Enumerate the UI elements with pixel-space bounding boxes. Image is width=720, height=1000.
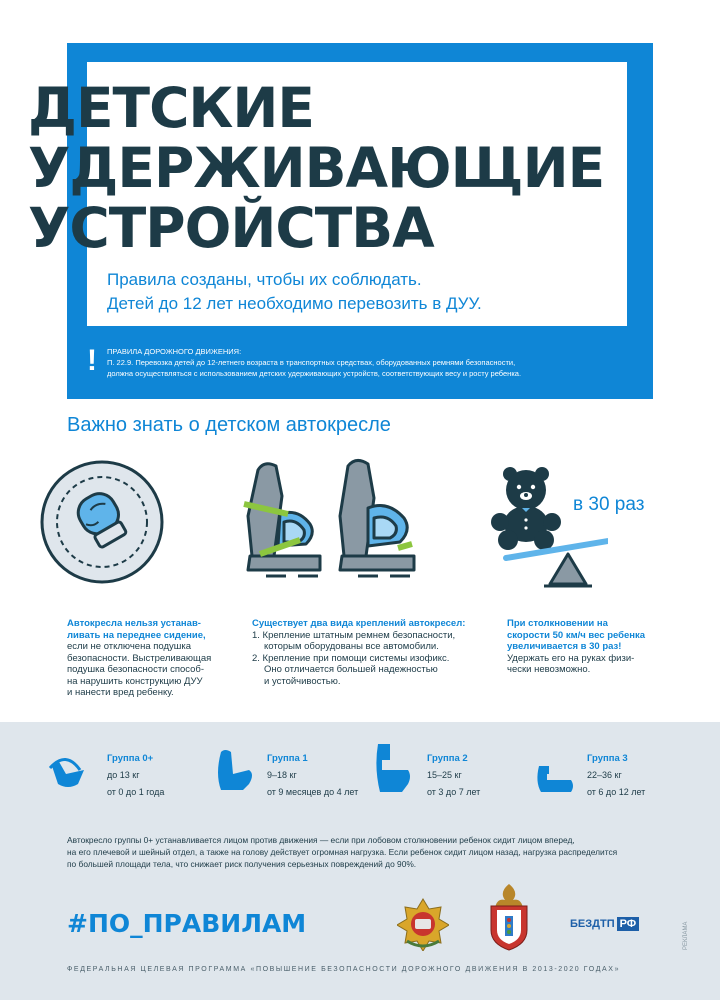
infant-carrier-icon [48, 752, 88, 797]
column-2-text [252, 618, 482, 687]
c1-line-5: и нанести вред ребенку. [67, 687, 174, 698]
column-3-text [507, 618, 677, 676]
child-seat-group1-icon [215, 748, 255, 799]
c1-line-1: если не отключена подушка [67, 641, 192, 652]
c3-hl-1: При столкновении на [507, 618, 608, 629]
c2-item1-line1: 1. Крепление штатным ремнем безопасности, [252, 629, 456, 641]
bezdtp-right: РФ [617, 917, 640, 931]
group-0-age: от 0 до 1 года [107, 787, 165, 797]
group-1-name: Группа 1 [267, 753, 308, 764]
booster-seat-group2-icon [374, 742, 414, 799]
c2-item2-line1: 2. Крепление при помощи системы изофикс. [252, 652, 450, 664]
c1-line-2: безопасности. Выстреливающая [67, 652, 212, 664]
badge-30-times: в 30 раз [573, 494, 645, 515]
booster-cushion-group3-icon [535, 762, 575, 801]
traffic-police-emblem-icon [397, 897, 449, 956]
note-line-2: на его плечевой и шейный отдел, а также на голову действует огромная нагрузка. Если ребенок сидит лицом назад, нагрузка распределится [67, 847, 618, 857]
note-line-1: Автокресло группы 0+ устанавливается лицом против движения — если при лобовом столкновении ребенок сидит лицом вперед, [67, 835, 575, 845]
hashtag: #ПО_ПРАВИЛАМ [67, 909, 307, 938]
c2-item2-line2: Оно отличается большей надежностью [264, 664, 438, 675]
bezdtp-left: БЕЗДТП [570, 918, 615, 930]
rule-heading: ПРАВИЛА ДОРОЖНОГО ДВИЖЕНИЯ: [107, 347, 242, 356]
car-seats-icon [238, 458, 438, 593]
traffic-rule-text [107, 346, 627, 379]
c3-hl-3: увеличивается в 30 раз! [507, 641, 622, 652]
group-1-weight: 9–18 кг [267, 770, 297, 780]
c3-hl-2: скорости 50 км/ч вес ребенка [507, 629, 646, 641]
page-title [28, 78, 668, 258]
c2-item2-line3: и устойчивостью. [264, 675, 341, 687]
group-0-name: Группа 0+ [107, 753, 154, 764]
title-line-2: УДЕРЖИВАЮЩИЕ [28, 136, 605, 200]
title-line-3: УСТРОЙСТВА [28, 196, 434, 260]
subtitle-line-1: Правила созданы, чтобы их соблюдать. [107, 270, 422, 289]
exclamation-icon: ! [87, 344, 97, 377]
group-3-name: Группа 3 [587, 753, 628, 764]
c2-hl: Существует два вида креплений автокресел: [252, 618, 466, 629]
group-0-note [67, 834, 667, 870]
group-3-age: от 6 до 12 лет [587, 787, 646, 797]
subtitle-line-2: Детей до 12 лет необходимо перевозить в ДУУ. [107, 294, 482, 313]
rule-text-line-2: должна осуществляться с использованием детских удерживающих устройств, соответствующих весу и росту ребенка. [107, 369, 522, 378]
group-2-name: Группа 2 [427, 753, 468, 764]
group-3-weight: 22–36 кг [587, 770, 622, 780]
group-1 [267, 750, 358, 801]
c1-hl-2: ливать на переднее сидение, [67, 629, 206, 641]
group-2-age: от 3 до 7 лет [427, 787, 481, 797]
police-shield-emblem-icon [487, 882, 531, 957]
group-2-weight: 15–25 кг [427, 770, 462, 780]
airbag-glove-icon [40, 460, 165, 590]
c1-line-4: на нарушить конструкцию ДУУ [67, 675, 203, 687]
bezdtp-logo [570, 917, 639, 931]
column-1-text [67, 618, 237, 699]
teddy-seesaw-icon [488, 466, 608, 596]
note-line-3: по большей площади тела, что снижает риск получения серьезных повреждений до 90%. [67, 859, 417, 869]
rule-text-line-1: П. 22.9. Перевозка детей до 12-летнего возраста в транспортных средствах, оборудованных ремнями безопасности, [107, 358, 516, 367]
c1-line-3: подушка безопасности способ- [67, 664, 205, 675]
section-title: Важно знать о детском автокресле [67, 414, 391, 436]
subtitle [107, 268, 617, 316]
c2-item1-line2: которым оборудованы все автомобили. [264, 641, 439, 652]
footer-program: ФЕДЕРАЛЬНАЯ ЦЕЛЕВАЯ ПРОГРАММА «ПОВЫШЕНИЕ БЕЗОПАСНОСТИ ДОРОЖНОГО ДВИЖЕНИЯ В 2013-2020 ГОДАХ» [67, 966, 621, 973]
group-3 [587, 750, 645, 801]
title-line-1: ДЕТСКИЕ [28, 76, 314, 140]
c3-line-1: Удержать его на руках физи- [507, 652, 635, 664]
group-0-plus [107, 750, 164, 801]
group-2 [427, 750, 480, 801]
c3-line-2: чески невозможно. [507, 664, 591, 675]
advertising-mark: РЕКЛАМА [683, 921, 689, 950]
c1-hl-1: Автокресла нельзя устанав- [67, 618, 201, 629]
group-1-age: от 9 месяцев до 4 лет [267, 787, 359, 797]
group-0-weight: до 13 кг [107, 770, 140, 780]
